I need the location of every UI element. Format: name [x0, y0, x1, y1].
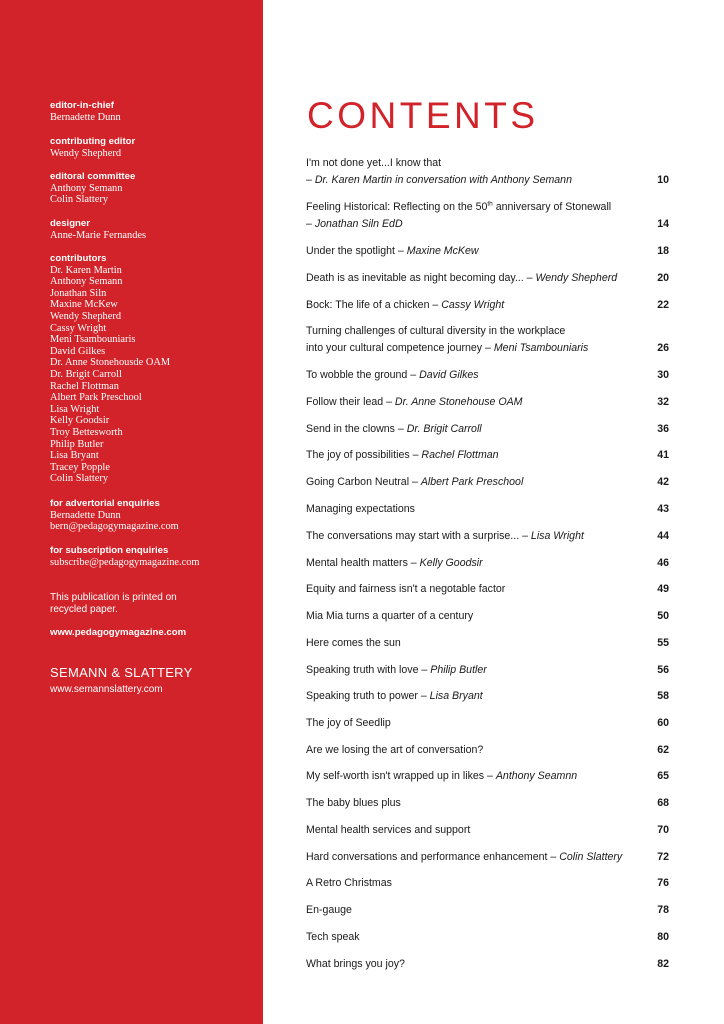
subscription-email: subscribe@pedagogymagazine.com — [50, 556, 200, 568]
toc-entry-author: Lisa Bryant — [429, 690, 483, 702]
toc-entry-page: 58 — [657, 690, 669, 702]
designer-name: Anne-Marie Fernandes — [50, 229, 147, 241]
contributor-name: Anthony Semann — [50, 276, 123, 288]
toc-entry-page: 49 — [657, 583, 669, 595]
toc-entry-title: A Retro Christmas — [306, 877, 392, 889]
toc-entry-title-line — [306, 172, 669, 189]
toc-entry-title: into your cultural competence journey – — [306, 342, 494, 354]
toc-entry-title-line — [306, 768, 669, 785]
toc-entry-page: 30 — [657, 369, 669, 381]
toc-entry — [306, 155, 669, 189]
toc-entry-page: 62 — [657, 744, 669, 756]
toc-entry-title: Follow their lead – — [306, 396, 395, 408]
contributor-name: Troy Bettesworth — [50, 426, 123, 438]
toc-entry-title-line — [306, 688, 669, 705]
toc-entry-title-line — [306, 902, 669, 919]
toc-entry-title-line — [306, 849, 669, 866]
toc-entry-title-line — [306, 216, 669, 233]
toc-entry-page: 42 — [657, 476, 669, 488]
contents-panel — [263, 0, 724, 1024]
toc-entry — [306, 688, 669, 705]
editorial-committee-name: Anthony Semann — [50, 182, 123, 194]
toc-entry — [306, 501, 669, 518]
toc-entry-title-line — [306, 394, 669, 411]
toc-entry-title: Bock: The life of a chicken – — [306, 299, 442, 311]
toc-entry-author: Kelly Goodsir — [419, 557, 483, 569]
contributing-editor-name: Wendy Shepherd — [50, 147, 122, 159]
toc-entry-title-line — [306, 270, 669, 287]
toc-entry — [306, 199, 669, 233]
toc-entry-author: Dr. Anne Stonehouse OAM — [394, 396, 523, 408]
toc-entry-page: 76 — [657, 877, 669, 889]
contributing-editor-block — [50, 136, 260, 159]
toc-entry-title-line — [306, 528, 669, 545]
toc-entry-author: David Gilkes — [419, 369, 479, 381]
toc-entry-author: Jonathan Siln EdD — [314, 218, 403, 230]
editor-in-chief-block — [50, 100, 260, 123]
toc-entry-author: Philip Butler — [430, 664, 487, 676]
toc-entry — [306, 323, 669, 357]
toc-entry-superscript: th — [487, 200, 493, 208]
toc-entry-title: Here comes the sun — [306, 637, 401, 649]
contributor-name: Albert Park Preschool — [50, 392, 142, 404]
contributor-name: Colin Slattery — [50, 473, 109, 485]
toc-entry-title-line — [306, 421, 669, 438]
contributor-name: Rachel Flottman — [50, 380, 119, 392]
toc-entry-title: Equity and fairness isn't a negotable factor — [306, 583, 506, 595]
toc-entry-title-line — [306, 501, 669, 518]
toc-entry — [306, 768, 669, 785]
toc-entry-page: 70 — [657, 824, 669, 836]
contributor-name: Dr. Karen Martin — [50, 264, 122, 276]
editorial-committee-block — [50, 171, 260, 206]
toc-entry-page: 44 — [657, 530, 669, 542]
toc-entry-title: anniversary of Stonewall — [492, 201, 612, 213]
toc-entry-title-line — [306, 875, 669, 892]
toc-entry-title: Tech speak — [306, 931, 360, 943]
toc-entry-page: 43 — [657, 503, 669, 515]
designer-block — [50, 218, 260, 241]
toc-entry — [306, 956, 669, 973]
toc-entry — [306, 875, 669, 892]
contributor-name: Meni Tsambouniaris — [50, 334, 136, 346]
toc-entry-title: – — [306, 218, 315, 230]
toc-entry-title: Feeling Historical: Reflecting on the 50 — [306, 201, 488, 213]
toc-entry — [306, 929, 669, 946]
toc-entry-author: Meni Tsambouniaris — [493, 342, 589, 354]
toc-entry — [306, 297, 669, 314]
contributor-name: Kelly Goodsir — [50, 415, 110, 427]
toc-entry-author: Rachel Flottman — [421, 449, 499, 461]
toc-entry-title: To wobble the ground – — [306, 369, 420, 381]
toc-entry-title: The conversations may start with a surprise... – — [306, 530, 531, 542]
toc-entry — [306, 555, 669, 572]
toc-entry — [306, 581, 669, 598]
toc-entry-title-line — [306, 199, 669, 216]
toc-entry-author: Cassy Wright — [441, 299, 505, 311]
toc-entry-title-line — [306, 635, 669, 652]
toc-entry-page: 55 — [657, 637, 669, 649]
toc-entry — [306, 742, 669, 759]
toc-entry-page: 32 — [657, 396, 669, 408]
toc-entry-title-line — [306, 474, 669, 491]
toc-entry — [306, 902, 669, 919]
toc-entry-title: Under the spotlight – — [306, 245, 407, 257]
toc-entry — [306, 528, 669, 545]
contributor-name: Jonathan Siln — [50, 287, 107, 299]
toc-entry-page: 50 — [657, 610, 669, 622]
contributors-heading: contributors — [50, 253, 107, 264]
designer-heading: designer — [50, 218, 90, 229]
contributor-name: Dr. Anne Stonehousde OAM — [50, 357, 171, 369]
toc-entry-title: En-gauge — [306, 904, 352, 916]
toc-entry — [306, 635, 669, 652]
contributor-name: Tracey Popple — [50, 461, 110, 473]
editor-in-chief-heading: editor-in-chief — [50, 100, 114, 111]
advertorial-contact-name: Bernadette Dunn — [50, 509, 121, 521]
toc-entry-title-line — [306, 715, 669, 732]
toc-entry-author: Wendy Shepherd — [535, 272, 618, 284]
toc-entry-title: The joy of Seedlip — [306, 717, 391, 729]
contributor-name: Lisa Bryant — [50, 450, 99, 462]
toc-entry-title: Speaking truth to power – — [306, 690, 430, 702]
toc-entry-title: Mia Mia turns a quarter of a century — [306, 610, 474, 622]
toc-entry-page: 26 — [657, 342, 669, 354]
toc-entry-page: 82 — [657, 958, 669, 970]
recycled-note — [50, 592, 260, 615]
toc-entry — [306, 421, 669, 438]
toc-entry-author: Colin Slattery — [559, 851, 623, 863]
advertorial-email: bern@pedagogymagazine.com — [50, 521, 179, 533]
toc-entry-page: 80 — [657, 931, 669, 943]
toc-entry — [306, 662, 669, 679]
toc-entry-page: 46 — [657, 557, 669, 569]
toc-entry-page: 14 — [657, 218, 669, 230]
masthead-sidebar — [0, 0, 263, 1024]
toc-entry-title: Mental health matters – — [306, 557, 420, 569]
recycled-note-line: recycled paper. — [50, 603, 118, 615]
toc-entry-title-line — [306, 956, 669, 973]
subscription-block — [50, 545, 260, 568]
toc-entry-title-line — [306, 447, 669, 464]
toc-entry — [306, 447, 669, 464]
toc-entry-title-line — [306, 662, 669, 679]
toc-entry-page: 78 — [657, 904, 669, 916]
toc-entry-page: 56 — [657, 664, 669, 676]
contributor-name: Dr. Brigit Carroll — [50, 368, 122, 380]
toc-entry — [306, 849, 669, 866]
toc-entry-page: 22 — [657, 299, 669, 311]
toc-entry-page: 68 — [657, 797, 669, 809]
editor-in-chief-name: Bernadette Dunn — [50, 111, 121, 123]
toc-entry-title-line — [306, 581, 669, 598]
website-url: www.pedagogymagazine.com — [50, 627, 187, 638]
contributing-editor-heading: contributing editor — [50, 136, 136, 147]
toc-entry-author: Albert Park Preschool — [420, 476, 524, 488]
toc-entry-title-line — [306, 822, 669, 839]
advertorial-block — [50, 498, 260, 533]
contributor-name: David Gilkes — [50, 345, 106, 357]
toc-entry-author: Dr. Brigit Carroll — [406, 423, 482, 435]
recycled-note-line: This publication is printed on — [50, 592, 177, 603]
contributor-name: Cassy Wright — [50, 322, 107, 334]
toc-entry-title-line — [306, 243, 669, 260]
toc-entry — [306, 795, 669, 812]
toc-entry-title-line — [306, 608, 669, 625]
editorial-committee-name: Colin Slattery — [50, 194, 109, 206]
toc-entry-author: Anthony Seamnn — [495, 770, 578, 782]
toc-entry-page: 41 — [657, 449, 669, 461]
toc-entry-title-line: Turning challenges of cultural diversity in the workplace — [306, 325, 566, 337]
toc-entry-title: Speaking truth with love – — [306, 664, 431, 676]
toc-entry-page: 18 — [657, 245, 669, 257]
toc-entry-page: 36 — [657, 423, 669, 435]
toc-entry-author: Dr. Karen Martin in conversation with Anthony Semann — [314, 174, 572, 186]
toc-entry-page: 10 — [657, 174, 669, 186]
toc-entry — [306, 394, 669, 411]
toc-entry-title-line: I'm not done yet...I know that — [306, 157, 442, 169]
toc-entry-title-line — [306, 555, 669, 572]
toc-entry-title: Are we losing the art of conversation? — [306, 744, 484, 756]
toc-entry-title-line — [306, 297, 669, 314]
toc-entry-title-line — [306, 795, 669, 812]
toc-entry-title: The joy of possibilities – — [306, 449, 422, 461]
toc-entry-page: 20 — [657, 272, 669, 284]
publisher-url: www.semannslattery.com — [50, 684, 163, 695]
toc-entry-title: Hard conversations and performance enhancement – — [306, 851, 560, 863]
advertorial-heading: for advertorial enquiries — [50, 498, 160, 509]
toc-entry-title-line — [306, 340, 669, 357]
contents-title: CONTENTS — [307, 95, 539, 136]
publisher-brand-logo: SEMANN & SLATTERY — [50, 665, 193, 680]
toc-entry-page: 65 — [657, 770, 669, 782]
contributor-name: Maxine McKew — [50, 299, 118, 311]
toc-entry — [306, 367, 669, 384]
toc-entry-author: Lisa Wright — [530, 530, 584, 542]
toc-entry-title-line — [306, 929, 669, 946]
contributor-name: Lisa Wright — [50, 403, 100, 415]
toc-entry — [306, 608, 669, 625]
contributors-block — [50, 253, 260, 485]
toc-entry-title: My self-worth isn't wrapped up in likes – — [306, 770, 496, 782]
toc-entry-title: Mental health services and support — [306, 824, 471, 836]
toc-entry-title: Managing expectations — [306, 503, 415, 515]
toc-entry-title-line — [306, 367, 669, 384]
toc-entry — [306, 243, 669, 260]
toc-entry — [306, 822, 669, 839]
toc-entry — [306, 474, 669, 491]
editorial-committee-heading: editoral committee — [50, 171, 136, 182]
toc-entry-title: Going Carbon Neutral – — [306, 476, 421, 488]
toc-entry-title-line — [306, 742, 669, 759]
subscription-heading: for subscription enquiries — [50, 545, 169, 556]
toc-entry — [306, 270, 669, 287]
toc-entry-author: Maxine McKew — [406, 245, 479, 257]
toc-entry-page: 72 — [657, 851, 669, 863]
toc-entry-title: Death is as inevitable as night becoming day... – — [306, 272, 536, 284]
toc-entry — [306, 715, 669, 732]
toc-entry-title: What brings you joy? — [306, 958, 405, 970]
toc-entry-page: 60 — [657, 717, 669, 729]
toc-entry-title: – — [306, 174, 315, 186]
toc-entry-title: Send in the clowns – — [306, 423, 407, 435]
toc-entry-title: The baby blues plus — [306, 797, 401, 809]
contributor-name: Philip Butler — [50, 438, 104, 450]
contributor-name: Wendy Shepherd — [50, 310, 122, 322]
